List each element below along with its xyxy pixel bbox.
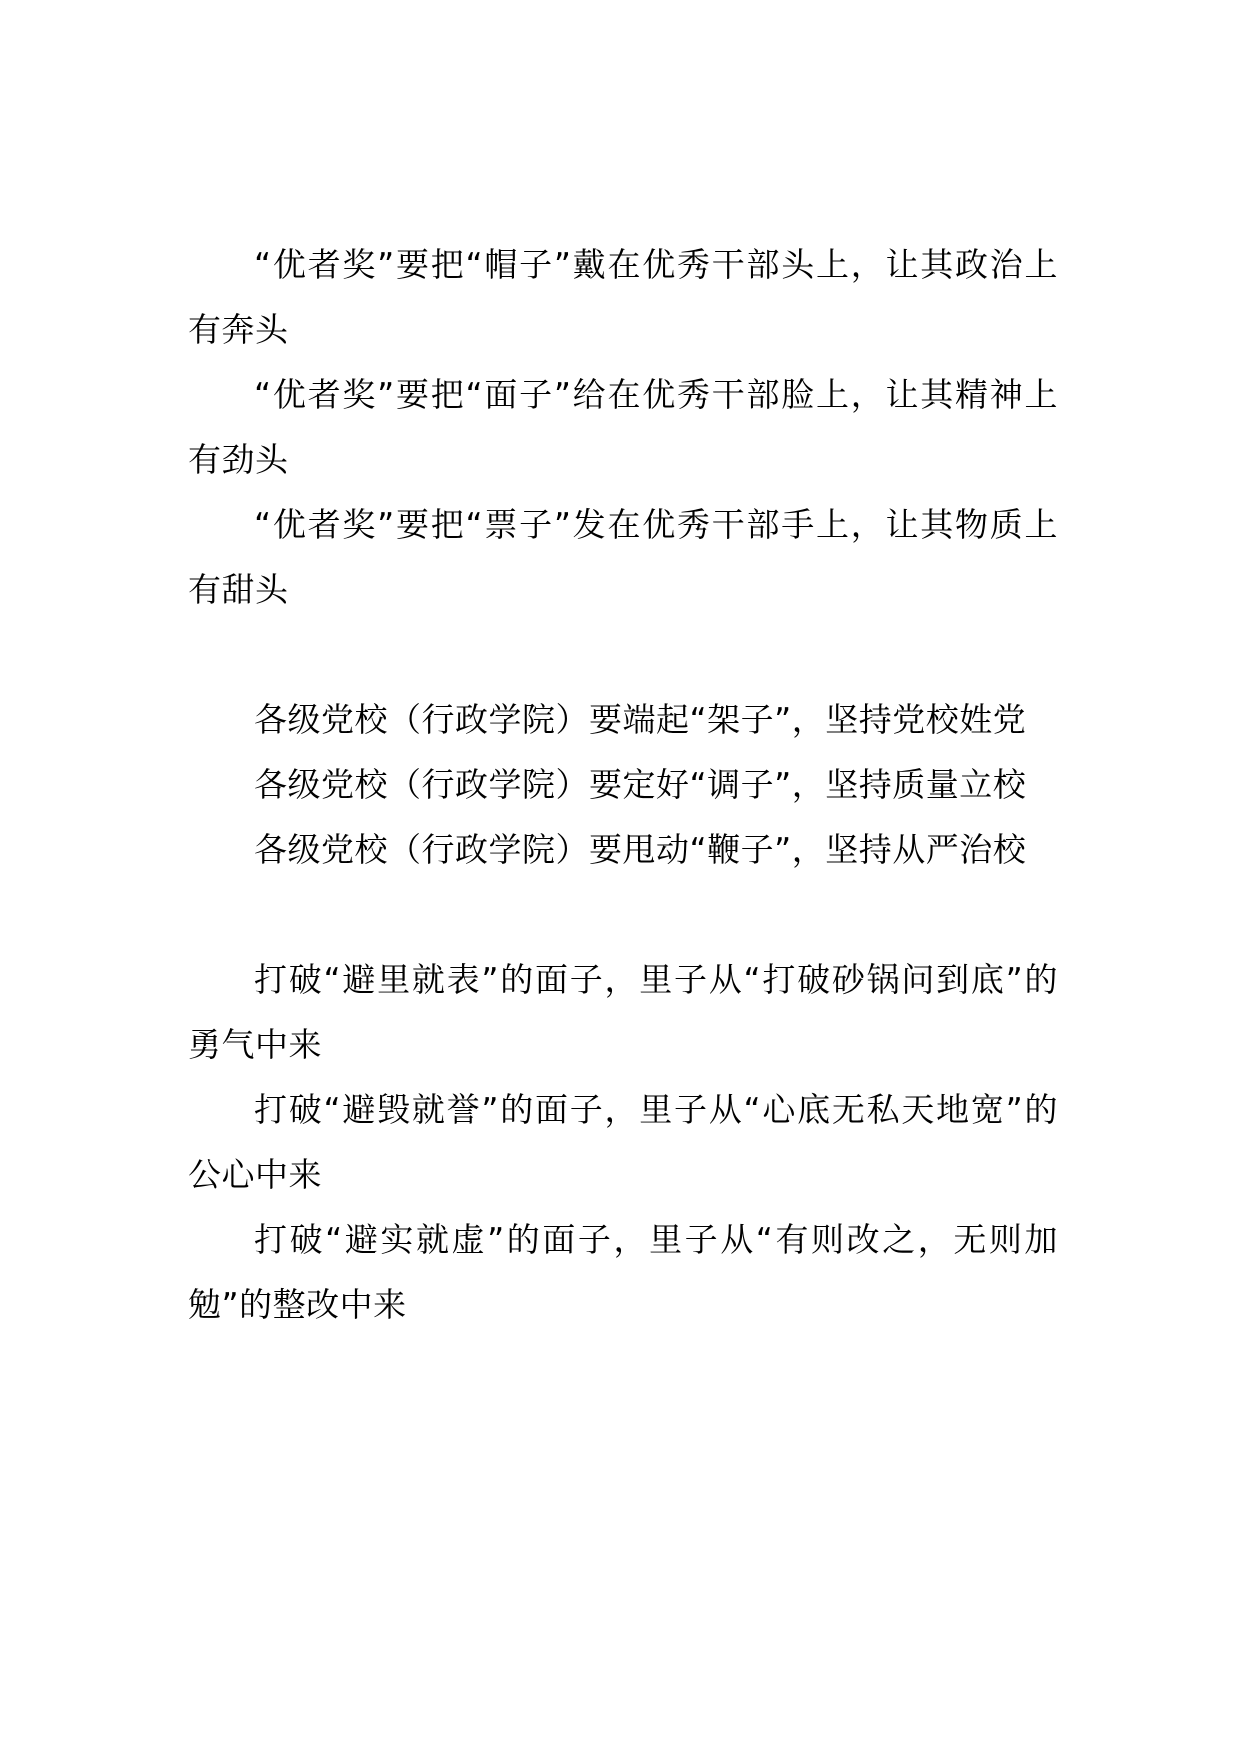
paragraph: “优者奖”要把“票子”发在优秀干部手上，让其物质上有甜头 [188,505,1058,609]
paragraph: 各级党校（行政学院）要端起“架子”，坚持党校姓党 [254,700,1027,739]
paragraph: 各级党校（行政学院）要定好“调子”，坚持质量立校 [254,765,1027,804]
paragraph: 打破“避实就虚”的面子，里子从“有则改之，无则加勉”的整改中来 [188,1220,1058,1324]
paragraph: “优者奖”要把“面子”给在优秀干部脸上，让其精神上有劲头 [188,375,1058,479]
paragraph: 各级党校（行政学院）要甩动“鞭子”，坚持从严治校 [254,830,1027,869]
paragraph-group-3 [188,947,1058,1337]
paragraph: “优者奖”要把“帽子”戴在优秀干部头上，让其政治上有奔头 [188,245,1058,349]
paragraph-group-1 [188,232,1058,622]
paragraph-group-2 [188,687,1058,882]
document-body [188,232,1058,1337]
paragraph: 打破“避毁就誉”的面子，里子从“心底无私天地宽”的公心中来 [188,1090,1058,1194]
paragraph: 打破“避里就表”的面子，里子从“打破砂锅问到底”的勇气中来 [188,960,1058,1064]
